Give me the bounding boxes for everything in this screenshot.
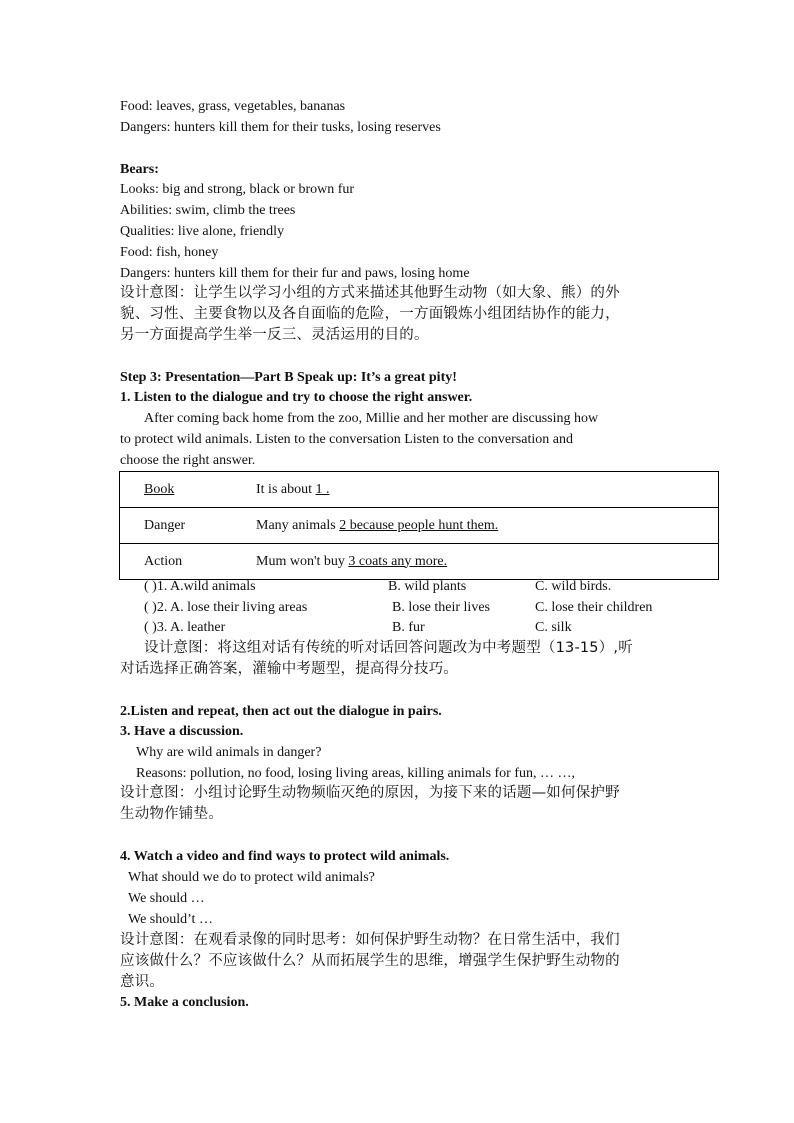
elephant-food-line: Food: leaves, grass, vegetables, bananas [120,99,346,114]
item3-reasons: Reasons: pollution, no food, losing living areas, killing animals for fun, … …, [136,766,576,781]
step3-paragraph-line-3: choose the right answer. [120,453,256,468]
question-2-a: ( )2. A. lose their living areas [144,600,308,615]
design-note-4-line-1: 设计意图：在观看录像的同时思考：如何保护野生动物？在日常生活中，我们 [120,932,620,948]
design-note-2-line-2: 对话选择正确答案，灌输中考题型，提高得分技巧。 [120,661,459,677]
elephant-dangers-line: Dangers: hunters kill them for their tusks, losing reserves [120,120,441,135]
question-1-c: C. wild birds. [535,579,612,594]
item5-heading: 5. Make a conclusion. [120,995,249,1010]
design-note-1-line-3: 另一方面提高学生举一反三、灵活运用的目的。 [120,327,429,343]
question-2-c: C. lose their children [535,600,653,615]
design-note-4-line-3: 意识。 [120,974,165,990]
item2-heading: 2.Listen and repeat, then act out the dialogue in pairs. [120,704,442,719]
question-3-b: B. fur [392,620,425,635]
table-row-label [120,544,257,580]
item4-we-shouldnt: We should’t … [128,912,213,927]
table-row-label [120,472,257,508]
action-label: Action [144,553,183,569]
bears-heading: Bears: [120,162,159,177]
item3-question: Why are wild animals in danger? [136,745,322,760]
table-row-label [120,508,257,544]
item4-heading: 4. Watch a video and find ways to protect wild animals. [120,849,450,864]
bears-looks-line: Looks: big and strong, black or brown fur [120,182,355,197]
table-row-content: Many animals 2 because people hunt them. [256,508,719,544]
question-3-a: ( )3. A. leather [144,620,226,635]
danger-label: Danger [144,517,186,533]
bears-qualities-line: Qualities: live alone, friendly [120,224,285,239]
bears-abilities-line: Abilities: swim, climb the trees [120,203,296,218]
step3-sub1-heading: 1. Listen to the dialogue and try to choose the right answer. [120,390,473,405]
design-note-3-line-1: 设计意图：小组讨论野生动物频临灭绝的原因，为接下来的话题—如何保护野 [120,785,620,801]
book-label: Book [144,481,175,497]
design-note-1-line-2: 貌、习性、主要食物以及各自面临的危险，一方面锻炼小组团结协作的能力， [120,306,620,322]
item3-heading: 3. Have a discussion. [120,724,244,739]
design-note-4-line-2: 应该做什么？不应该做什么？从而拓展学生的思维，增强学生保护野生动物的 [120,953,620,969]
table-row [120,544,719,580]
blank-3: 3 coats any more. [348,553,448,569]
design-note-1-line-1: 设计意图：让学生以学习小组的方式来描述其他野生动物（如大象、熊）的外 [120,285,620,301]
item4-question: What should we do to protect wild animals? [128,870,375,885]
step3-paragraph-line-2: to protect wild animals. Listen to the conversation Listen to the conversation and [120,432,573,447]
blank-1: 1 . [315,481,330,497]
table-row [120,508,719,544]
question-3-c: C. silk [535,620,572,635]
step3-heading: Step 3: Presentation—Part B Speak up: It’s a great pity! [120,370,457,385]
design-note-2-line-1: 设计意图：将这组对话有传统的听对话回答问题改为中考题型（13-15）,听 [144,640,633,656]
step3-paragraph-line-1: After coming back home from the zoo, Millie and her mother are discussing how [144,411,599,426]
question-2-b: B. lose their lives [392,600,490,615]
bears-food-line: Food: fish, honey [120,245,219,260]
question-1-b: B. wild plants [388,579,467,594]
blank-2: 2 because people hunt them. [339,517,499,533]
dialogue-info-table [119,471,719,580]
table-row-content: Mum won't buy 3 coats any more. [256,544,719,580]
bears-dangers-line: Dangers: hunters kill them for their fur and paws, losing home [120,266,470,281]
design-note-3-line-2: 生动物作铺垫。 [120,806,223,822]
table-row [120,472,719,508]
table-row-content: It is about 1 . [256,472,719,508]
item4-we-should: We should … [128,891,205,906]
question-1-a: ( )1. A.wild animals [144,579,256,594]
